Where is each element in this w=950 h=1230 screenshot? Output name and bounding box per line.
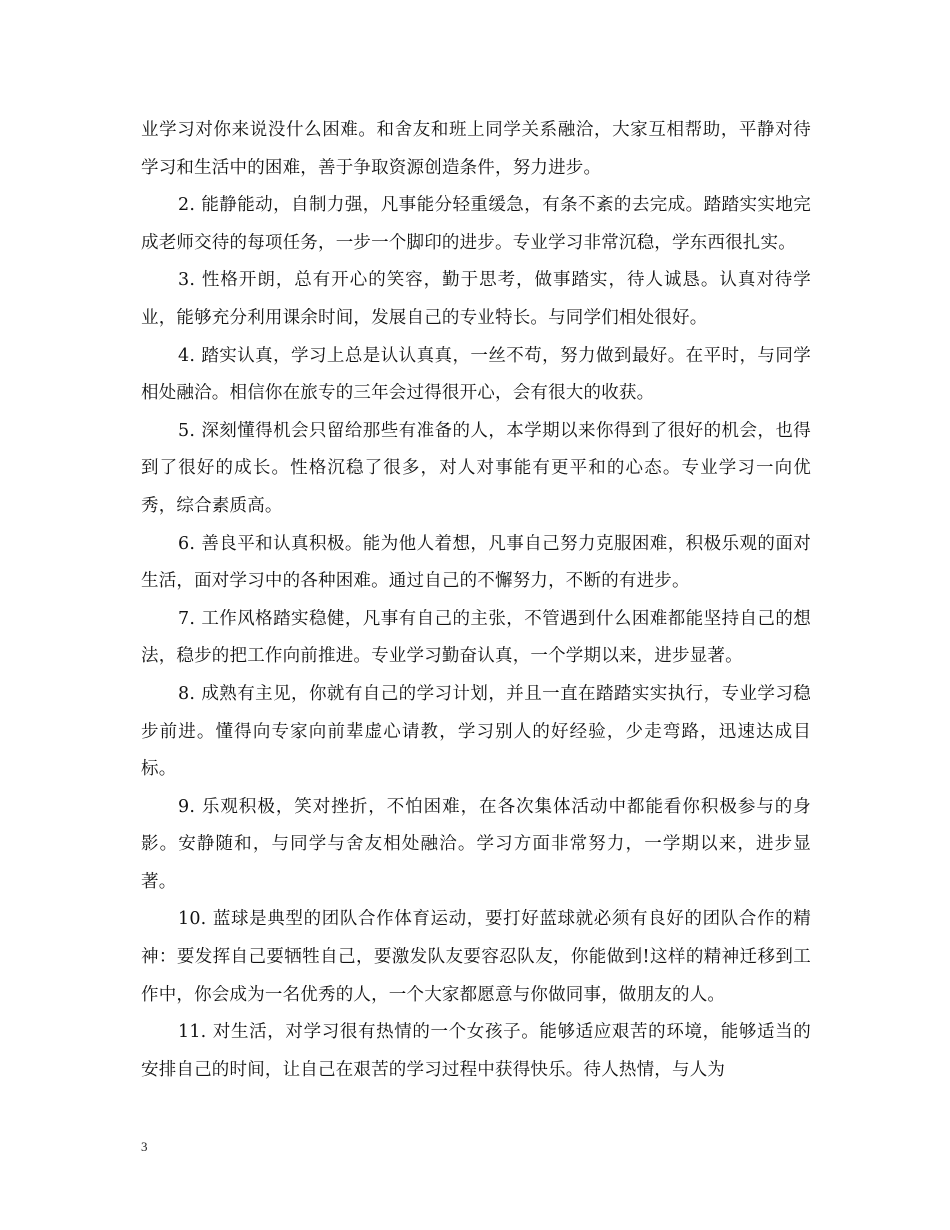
item-text: 性格开朗，总有开心的笑容，勤于思考，做事踏实，待人诚恳。认真对待学业，能够充分利用课余时间，发展自己的专业特长。与同学们相处很好。 xyxy=(141,270,811,328)
item-text: 工作风格踏实稳健，凡事有自己的主张，不管遇到什么困难都能坚持自己的想法，稳步的把工作向前推进。专业学习勤奋认真，一个学期以来，进步显著。 xyxy=(141,608,811,667)
item-text: 深刻懂得机会只留给那些有准备的人，本学期以来你得到了很好的机会，也得到了很好的成长。性格沉稳了很多，对人对事能有更平和的心态。专业学习一向优秀，综合素质高。 xyxy=(141,420,811,516)
item-number: 11. xyxy=(178,1022,207,1043)
list-item xyxy=(141,413,811,526)
item-text: 能静能动，自制力强，凡事能分轻重缓急，有条不紊的去完成。踏踏实实地完成老师交待的每项任务，一步一个脚印的进步。专业学习非常沉稳，学东西很扎实。 xyxy=(141,195,811,253)
item-text: 成熟有主见，你就有自己的学习计划，并且一直在踏踏实实执行，专业学习稳步前进。懂得向专家向前辈虚心请教，学习别人的好经验，少走弯路，迅速达成目标。 xyxy=(141,683,811,780)
list-item xyxy=(141,789,811,902)
item-number: 3. xyxy=(178,270,196,291)
item-number: 4. xyxy=(178,345,196,366)
item-text: 乐观积极，笑对挫折，不怕困难，在各次集体活动中都能看你积极参与的身影。安静随和，与同学与舍友相处融洽。学习方面非常努力，一学期以来，进步显著。 xyxy=(141,796,811,892)
list-item xyxy=(141,601,811,676)
page-number: 3 xyxy=(141,1139,148,1154)
list-item xyxy=(141,187,811,262)
item-number: 7. xyxy=(178,608,196,629)
item-text: 踏实认真，学习上总是认认真真，一丝不苟，努力做到最好。在平时，与同学相处融洽。相信你在旅专的三年会过得很开心，会有很大的收获。 xyxy=(141,345,811,404)
item-number: 10. xyxy=(178,909,207,930)
item-number: 9. xyxy=(178,796,196,817)
list-item xyxy=(141,901,811,1014)
list-item xyxy=(141,1014,811,1089)
list-item xyxy=(141,262,811,337)
list-item xyxy=(141,526,811,601)
item-text: 蓝球是典型的团队合作体育运动，要打好蓝球就必须有良好的团队合作的精神：要发挥自己要牺牲自己，要激发队友要容忍队友，你能做到!这样的精神迁移到工作中，你会成为一名优秀的人，一个大家都愿意与你做同事，做朋友的人。 xyxy=(141,909,811,1005)
item-number: 2. xyxy=(178,195,196,216)
item-number: 5. xyxy=(178,420,196,441)
item-text: 对生活，对学习很有热情的一个女孩子。能够适应艰苦的环境，能够适当的安排自己的时间，让自己在艰苦的学习过程中获得快乐。待人热情，与人为 xyxy=(141,1022,811,1080)
list-item xyxy=(141,676,811,789)
continuation-paragraph: 业学习对你来说没什么困难。和舍友和班上同学关系融洽，大家互相帮助，平静对待学习和生活中的困难，善于争取资源创造条件，努力进步。 xyxy=(141,120,811,178)
item-text: 善良平和认真积极。能为他人着想，凡事自己努力克服困难，积极乐观的面对生活，面对学习中的各种困难。通过自己的不懈努力，不断的有进步。 xyxy=(141,533,811,592)
list-item xyxy=(141,338,811,413)
document-body xyxy=(141,112,811,1089)
item-number: 8. xyxy=(178,683,196,704)
item-number: 6. xyxy=(178,533,196,554)
